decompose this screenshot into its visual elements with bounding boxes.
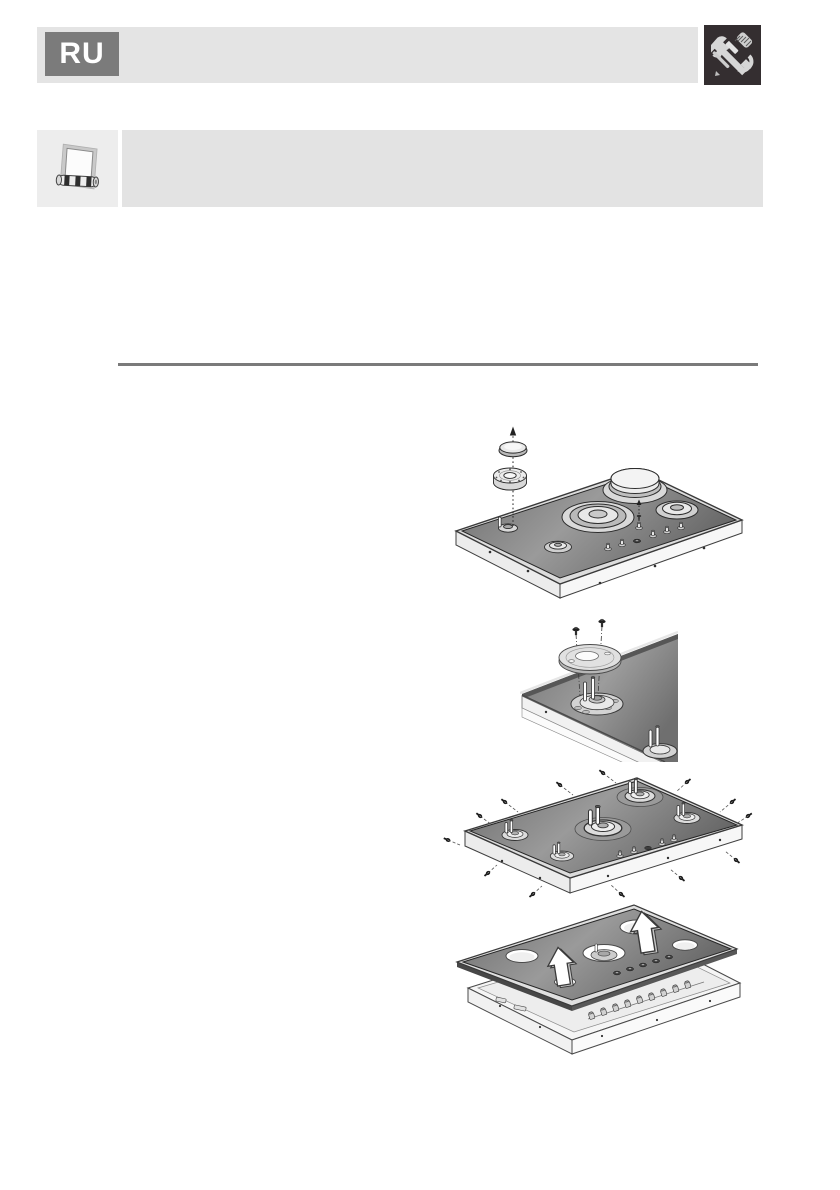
rolled-page-icon	[52, 139, 104, 199]
figure-flange-screws-removal	[520, 612, 678, 762]
figure-glass-top-lifting	[452, 900, 742, 1055]
figure-perimeter-screws-removal	[440, 768, 755, 903]
language-badge: RU	[45, 32, 119, 76]
screw	[572, 627, 579, 635]
note-text	[122, 130, 763, 207]
service-icon-box	[704, 25, 761, 85]
header-bar	[37, 27, 698, 83]
note-icon-box	[37, 130, 118, 207]
burner-flange	[559, 645, 621, 675]
burner-base	[571, 693, 623, 715]
up-arrowhead	[510, 427, 516, 436]
figure-burner-cap-crown-removal	[448, 420, 773, 610]
dome-burner	[603, 469, 667, 504]
front-left-burner	[545, 541, 572, 553]
center-burner	[562, 502, 634, 533]
wrench-screwdriver-icon	[711, 32, 755, 78]
screw	[598, 619, 605, 627]
section-divider	[118, 363, 758, 366]
burner-cap	[499, 442, 527, 457]
right-burner	[656, 501, 698, 519]
